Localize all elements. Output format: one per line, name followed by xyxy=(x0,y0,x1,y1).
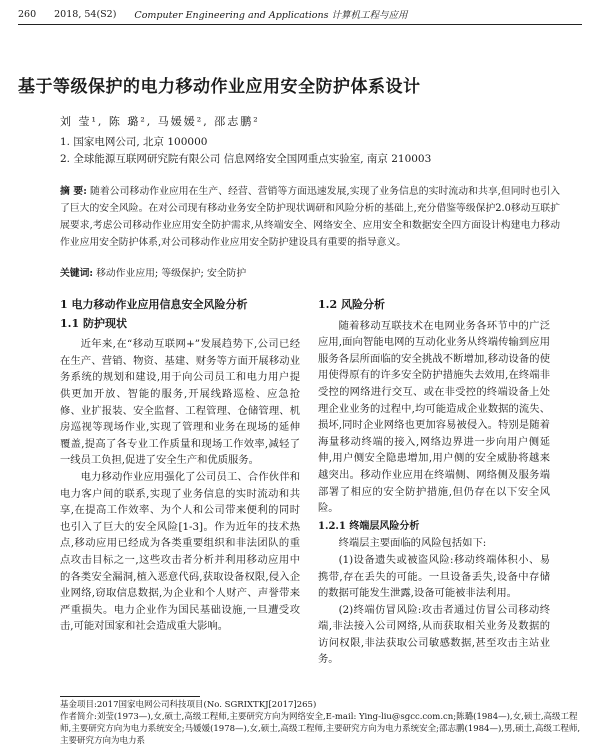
page-number: 260 xyxy=(18,8,37,20)
author-bio-note: 作者简介:刘莹(1973—),女,硕士,高级工程师,主要研究方向为网络安全,E-mail: Ying-liu@sgcc.com.cn;陈璐(1984—),女,硕士,高级工程师,主要研究方向为电力系统安全;马媛媛(1978—),女,硕士,高级工程师,主要研究方向为电力系统安全;邵志鹏(1984—),男,硕士,高级工程师,主要研究方向为电力系 xyxy=(60,712,581,746)
keywords-text: 移动作业应用; 等级保护; 安全防护 xyxy=(96,268,247,279)
abstract xyxy=(60,183,560,251)
section-1-1-heading: 1.1 防护现状 xyxy=(60,316,127,330)
keywords-label: 关键词: xyxy=(60,268,94,279)
issue-info: 2018, 54(S2) xyxy=(54,8,117,20)
funding-note: 基金项目:2017国家电网公司科技项目(No. SGRIXTKJ[2017]265) xyxy=(60,700,317,710)
section-1-heading: 1 电力移动作业应用信息安全风险分析 xyxy=(60,298,248,311)
header-rule xyxy=(18,24,582,25)
abstract-text: 随着公司移动作业应用在生产、经营、营销等方面迅速发展,实现了业务信息的实时流动和共享,但同时也引入了巨大的安全风险。在对公司现有移动业务安全防护现状调研和风险分析的基础上,充分借鉴等级保护2.0移动互联扩展要求,考虑公司移动作业应用安全防护需求,从终端安全、网络安全、应用安全和数据安全四方面设计构建电力移动作业应用安全防护体系,对公司移动作业应用安全防护建设具有重要的指导意义。 xyxy=(60,186,560,248)
page-header xyxy=(18,6,582,22)
paper-title: 基于等级保护的电力移动作业应用安全防护体系设计 xyxy=(18,77,421,97)
paragraph: 随着移动互联技术在电网业务各环节中的广泛应用,面向智能电网的互动化业务从终端传输到应用服务各层所面临的安全挑战不断增加,移动设备的使用使得原有的许多安全防护措施失去效用,在终端非受控的网络进行交互、或在非受控的终端设备上处理企业业务的过程中,均可能造成企业数据的流失、损坏,同时企业网络也更加容易被侵入。特别是随着海量移动终端的接入,网络边界进一步向用户侧延伸,用户侧安全隐患增加,用户侧的安全威胁将越来越突出。移动作业应用在终端侧、网络侧及服务端部署了相应的安全防护措施,但仍存在以下安全风险。 xyxy=(318,319,550,515)
footnotes xyxy=(60,699,582,747)
paragraph: 电力移动作业应用强化了公司员工、合作伙伴和电力客户间的联系,实现了业务信息的实时流动和共享,在提高工作效率、为个人和公司带来便利的同时也引入了巨大的安全风险[1-3]。作为近年的技术热点,移动应用已经成为各类重要组织和非法团队的重点攻击目标之一,这些攻击者分析并利用移动应用中的各类安全漏洞,植入恶意代码,获取设备权限,侵入企业网络,窃取信息数据,为企业和个人财产、声誉带来严重损失。电力企业作为国民基础设施,一旦遭受攻击,可能对国家和社会造成重大影响。 xyxy=(60,470,300,633)
affiliation-2: 2. 全球能源互联网研究院有限公司 信息网络安全国网重点实验室, 南京 210003 xyxy=(60,153,432,165)
affiliation-1: 1. 国家电网公司, 北京 100000 xyxy=(60,136,208,148)
keywords xyxy=(60,265,246,279)
section-1-2-1-heading: 1.2.1 终端层风险分析 xyxy=(318,520,420,532)
list-item: (1)设备遗失或被盗风险:移动终端体积小、易携带,存在丢失的可能。一旦设备丢失,设备中存储的数据可能发生泄露,设备可能被非法利用。 xyxy=(318,553,550,600)
list-item: (2)终端仿冒风险:攻击者通过仿冒公司移动终端,非法接入公司网络,从而获取相关业务及数据的访问权限,非法获取公司敏感数据,甚至攻击主站业务。 xyxy=(318,603,550,666)
abstract-label: 摘 要: xyxy=(60,186,87,197)
right-column xyxy=(318,297,550,668)
footnote-rule xyxy=(60,696,200,697)
authors: 刘 莹¹, 陈 璐², 马媛媛², 邵志鹏² xyxy=(60,115,260,128)
paragraph: 近年来,在“移动互联网+”发展趋势下,公司已经在生产、营销、物资、基建、财务等方面开展移动业务系统的规划和建设,用于向公司员工和电力用户提供更加开放、智能的服务,开展线路巡检、应急抢修、业扩报装、安全监督、工程管理、仓储管理、机房巡视等现场作业,实现了管理和业务在现场的延伸覆盖,提高了各专业工作质量和现场工作效率,减轻了一线员工负担,促进了安全生产和优质服务。 xyxy=(60,338,300,467)
left-column xyxy=(60,297,300,635)
paragraph: 终端层主要面临的风险包括如下: xyxy=(338,537,487,550)
section-1-2-heading: 1.2 风险分析 xyxy=(318,298,385,311)
journal-name: Computer Engineering and Applications 计算机工程与应用 xyxy=(134,10,408,21)
